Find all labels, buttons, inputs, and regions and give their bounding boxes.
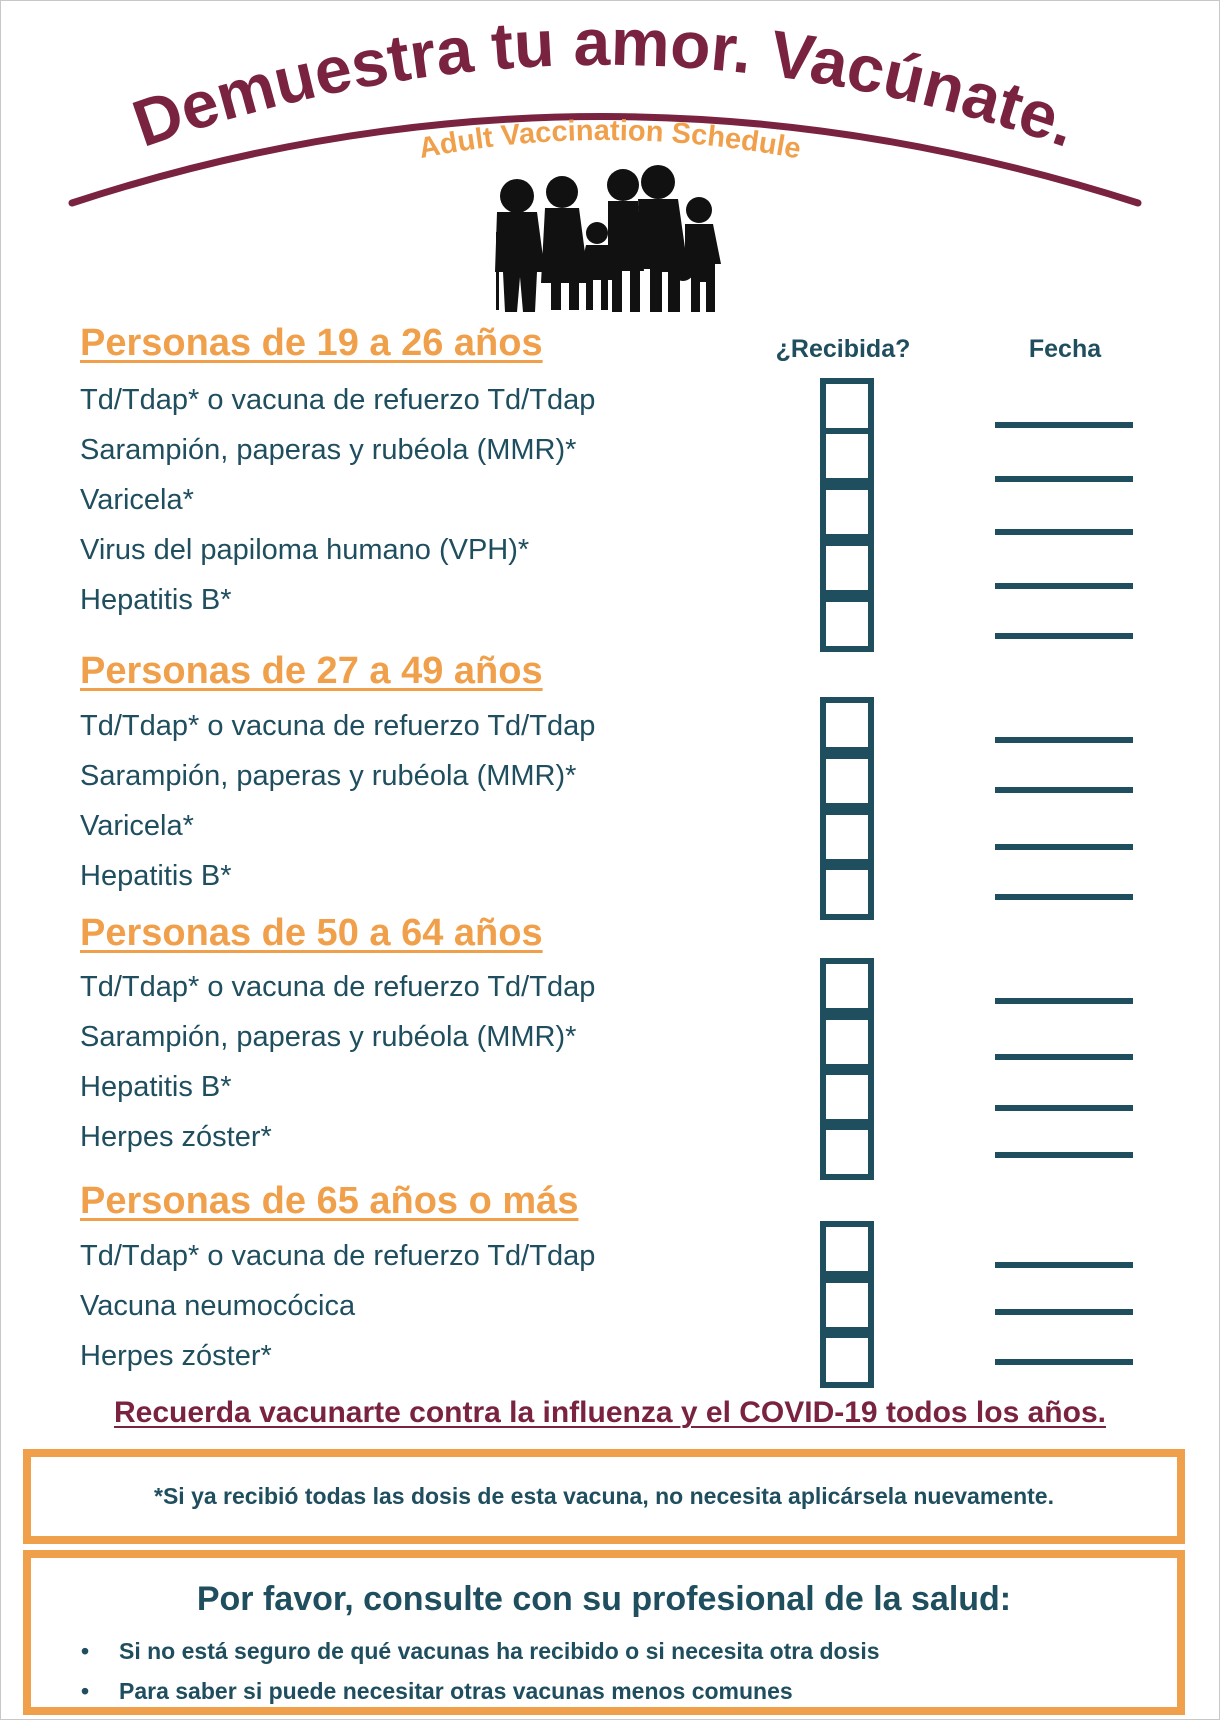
received-checkbox[interactable] — [820, 864, 874, 920]
date-column-header: Fecha — [1028, 335, 1102, 363]
vaccine-item: Sarampión, paperas y rubéola (MMR)* — [80, 434, 577, 466]
header-graphic — [0, 0, 1220, 330]
received-checkbox[interactable] — [820, 596, 874, 652]
vaccine-item: Td/Tdap* o vacuna de refuerzo Td/Tdap — [80, 710, 596, 742]
family-silhouette-icon — [495, 165, 721, 312]
date-line[interactable] — [995, 737, 1133, 743]
section-title-19-26: Personas de 19 a 26 años — [80, 322, 543, 364]
flu-covid-reminder: Recuerda vacunarte contra la influenza y el COVID-19 todos los años. — [114, 1396, 1106, 1429]
vaccine-item: Td/Tdap* o vacuna de refuerzo Td/Tdap — [80, 384, 596, 416]
vaccine-item: Varicela* — [80, 484, 194, 516]
date-line[interactable] — [995, 894, 1133, 900]
consult-bullet-text: Para saber si puede necesitar otras vacunas menos comunes — [119, 1678, 793, 1704]
date-line[interactable] — [995, 633, 1133, 639]
vaccine-item: Virus del papiloma humano (VPH)* — [80, 534, 530, 566]
received-checkbox[interactable] — [820, 1124, 874, 1180]
consult-bullet — [81, 1638, 880, 1665]
received-checkbox[interactable] — [820, 1014, 874, 1070]
section-title-27-49: Personas de 27 a 49 años — [80, 650, 543, 692]
received-checkbox[interactable] — [820, 958, 874, 1014]
bullet-icon: • — [81, 1678, 90, 1704]
date-line[interactable] — [995, 1054, 1133, 1060]
received-column-header: ¿Recibida? — [775, 335, 911, 363]
note-box — [23, 1449, 1185, 1544]
vaccine-item: Hepatitis B* — [80, 584, 232, 616]
received-checkbox[interactable] — [820, 428, 874, 484]
date-line[interactable] — [995, 1105, 1133, 1111]
date-line[interactable] — [995, 844, 1133, 850]
header-title: Demuestra tu amor. Vacúnate. — [123, 4, 1087, 161]
date-line[interactable] — [995, 529, 1133, 535]
dose-note: *Si ya recibió todas las dosis de esta vacuna, no necesita aplicársela nuevamente. — [154, 1483, 1054, 1509]
received-checkbox[interactable] — [820, 1221, 874, 1277]
received-checkbox[interactable] — [820, 540, 874, 596]
received-checkbox[interactable] — [820, 697, 874, 753]
section-title-50-64: Personas de 50 a 64 años — [80, 912, 543, 954]
consult-bullet-text: Si no está seguro de qué vacunas ha recibido o si necesita otra dosis — [119, 1638, 880, 1664]
date-line[interactable] — [995, 476, 1133, 482]
date-line[interactable] — [995, 1309, 1133, 1315]
date-line[interactable] — [995, 1262, 1133, 1268]
date-line[interactable] — [995, 787, 1133, 793]
vaccine-item: Td/Tdap* o vacuna de refuerzo Td/Tdap — [80, 1240, 596, 1272]
vaccine-item: Herpes zóster* — [80, 1340, 272, 1372]
received-checkbox[interactable] — [820, 484, 874, 540]
consult-title: Por favor, consulte con su profesional de la salud: — [196, 1580, 1012, 1618]
bullet-icon: • — [81, 1638, 90, 1664]
section-title-65-plus: Personas de 65 años o más — [80, 1180, 579, 1222]
received-checkbox[interactable] — [820, 378, 874, 434]
date-line[interactable] — [995, 998, 1133, 1004]
received-checkbox[interactable] — [820, 809, 874, 865]
consult-bullet — [81, 1678, 793, 1705]
vaccine-item: Td/Tdap* o vacuna de refuerzo Td/Tdap — [80, 971, 596, 1003]
header-subtitle: Adult Vaccination Schedule — [416, 114, 804, 166]
received-checkbox[interactable] — [820, 1332, 874, 1388]
vaccine-item: Vacuna neumocócica — [80, 1290, 356, 1322]
vaccine-item: Hepatitis B* — [80, 1071, 232, 1103]
vaccine-item: Herpes zóster* — [80, 1121, 272, 1153]
date-line[interactable] — [995, 422, 1133, 428]
date-line[interactable] — [995, 583, 1133, 589]
received-checkbox[interactable] — [820, 753, 874, 809]
consult-box — [23, 1550, 1185, 1715]
vaccine-item: Varicela* — [80, 810, 194, 842]
received-checkbox[interactable] — [820, 1069, 874, 1125]
vaccine-item: Sarampión, paperas y rubéola (MMR)* — [80, 1021, 577, 1053]
date-line[interactable] — [995, 1152, 1133, 1158]
vaccine-item: Sarampión, paperas y rubéola (MMR)* — [80, 760, 577, 792]
received-checkbox[interactable] — [820, 1277, 874, 1333]
vaccine-item: Hepatitis B* — [80, 860, 232, 892]
date-line[interactable] — [995, 1359, 1133, 1365]
